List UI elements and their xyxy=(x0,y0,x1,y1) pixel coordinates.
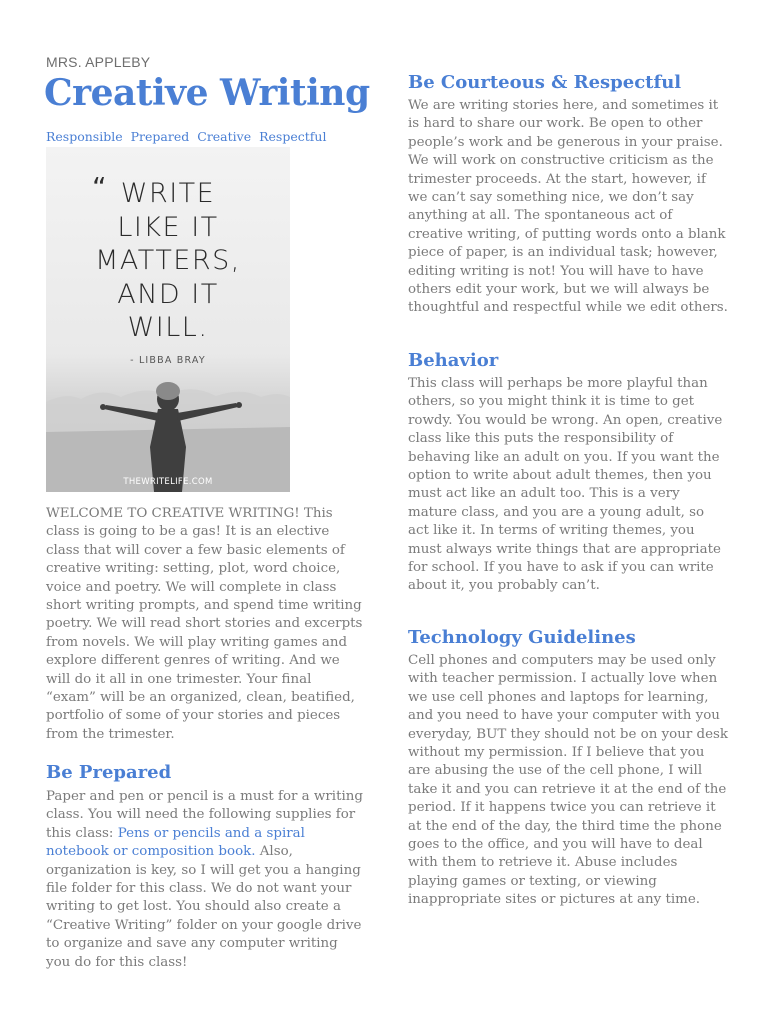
page-title: Creative Writing xyxy=(44,72,370,114)
behavior-paragraph: This class will perhaps be more playful than others, so you might think it is time to get rowdy. You would be wrong. An open, creative class like this puts the responsibility of behaving like an adult on you. If you want the option to write about adult themes, then you must act like an adult too. This is a very mature class, and you are a young adult, so act like it. In terms of writing themes, you must always write things that are appropriate for school. If you have to ask if you can write about it, you probably can’t. xyxy=(408,376,723,594)
teacher-name: MRS. APPLEBY xyxy=(46,54,151,70)
value-prepared: Prepared xyxy=(130,129,190,144)
quote-line: LIKE IT xyxy=(117,211,219,243)
quote-author: - LIBBA BRAY xyxy=(130,355,206,366)
supplies-link[interactable]: Pens or pencils and a spiral notebook or composition book. xyxy=(46,825,305,860)
quote-open-mark: “ xyxy=(92,171,107,204)
be-prepared-heading: Be Prepared xyxy=(46,762,172,783)
quote-line: WRITE xyxy=(120,178,216,209)
quote-line: AND IT xyxy=(117,278,219,310)
quote-line: MATTERS, xyxy=(95,245,241,276)
poster-site: THEWRITELIFE.COM xyxy=(123,477,213,487)
welcome-paragraph: WELCOME TO CREATIVE WRITING! This class is going to be a gas! It is an elective class that will cover a few basic elements of creative writing: setting, plot, word choice, voice and poetry. We will complete in class short writing prompts, and spend time writing poetry. We will read short stories and excerpts from novels. We will play writing games and explore different genres of writing. And we will do it all in one trimester. Your final “exam” will be an organized, clean, beatified, portfolio of some of your stories and pieces from the trimester. xyxy=(46,506,363,742)
quote-line: WILL. xyxy=(127,312,209,343)
technology-paragraph: Cell phones and computers may be used only with teacher permission. I actually love when we use cell phones and laptops for learning, and you need to have your computer with you everyday, BUT they should not be on your desk without my permission. If I believe that you are abusing the use of the cell phone, I will take it and you can retrieve it at the end of the period. If it happens twice you can retrieve it at the end of the day, the third time the phone goes to the office, and you will have to deal with them to retrieve it. Abuse includes playing games or texting, or viewing inappropriate sites or pictures at any time. xyxy=(408,653,729,908)
courteous-heading: Be Courteous & Respectful xyxy=(408,72,682,93)
value-creative: Creative xyxy=(197,129,252,144)
value-respectful: Respectful xyxy=(259,129,327,144)
be-prepared-text-continued: Also, organization is key, so I will get you a hanging file folder for this class. We do not want your writing to get lost. You should also create a “Creative Writing” folder on your google drive to organize and save any computer writing you do for this class! xyxy=(46,844,362,970)
be-prepared-text: Paper and pen or pencil is a must for a writing class. You will need the following supplies for this class: xyxy=(46,789,363,841)
be-prepared-paragraph xyxy=(46,788,364,972)
behavior-heading: Behavior xyxy=(408,350,499,371)
quote-text xyxy=(46,177,290,345)
class-values xyxy=(46,129,334,144)
value-responsible: Responsible xyxy=(46,129,123,144)
quote-poster-image xyxy=(46,147,290,492)
courteous-paragraph: We are writing stories here, and sometimes it is hard to share our work. Be open to other people’s work and be generous in your praise. We will work on constructive criticism as the trimester proceeds. At the start, however, if we can’t say something nice, we don’t say anything at all. The spontaneous act of creative writing, of putting words onto a blank piece of paper, is an individual task; however, editing writing is not! You will have to have others edit your work, but we will always be thoughtful and respectful while we edit others. xyxy=(408,98,728,316)
technology-heading: Technology Guidelines xyxy=(408,627,636,648)
